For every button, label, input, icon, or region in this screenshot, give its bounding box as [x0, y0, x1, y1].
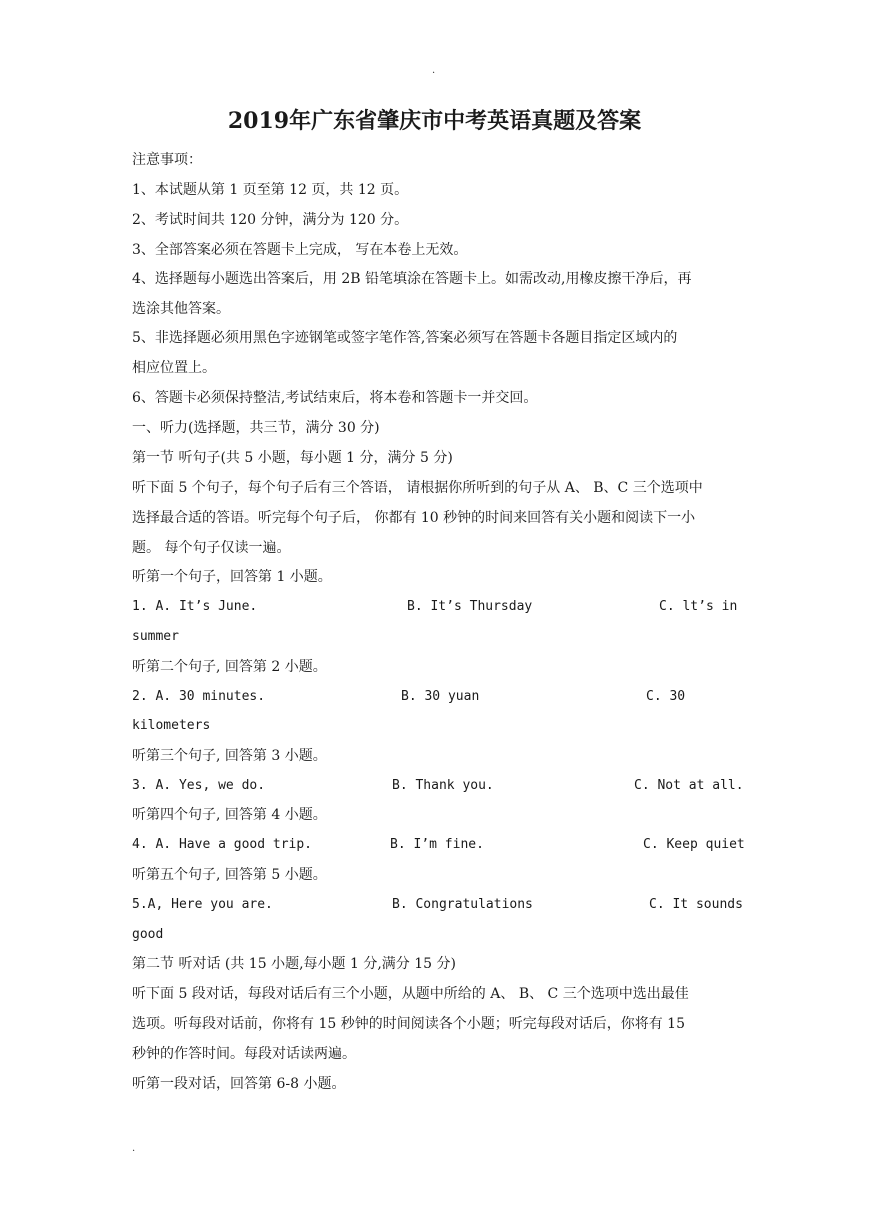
- option-c-wrap: summer: [132, 629, 179, 644]
- note-item: 相应位置上。: [132, 360, 216, 376]
- option-c: C. 30: [646, 689, 686, 704]
- note-item: 4、选择题每小题选出答案后，用 2B 铅笔填涂在答题卡上。如需改动,用橡皮擦干净后，再: [132, 271, 692, 287]
- option-c: C. lt’s in: [659, 599, 738, 614]
- option-a: 1. A. It’s June.: [132, 599, 258, 614]
- question-prompt: 听第四个句子, 回答第 4 小题。: [132, 807, 327, 823]
- page-mark-top: .: [432, 65, 436, 76]
- part1-instructions: 听下面 5 个句子，每个句子后有三个答语， 请根据你所听到的句子从 A、 B、C 三个选项中: [132, 480, 703, 496]
- option-a: 2. A. 30 minutes.: [132, 689, 266, 704]
- option-c-wrap: good: [132, 927, 164, 942]
- section1-heading: 一、听力(选择题，共三节，满分 30 分): [132, 420, 380, 436]
- question-prompt: 听第一段对话，回答第 6-8 小题。: [132, 1076, 346, 1092]
- option-b: B. It’s Thursday: [407, 599, 533, 614]
- part1-heading: 第一节 听句子(共 5 小题，每小题 1 分，满分 5 分): [132, 450, 453, 466]
- question-prompt: 听第二个句子, 回答第 2 小题。: [132, 659, 327, 675]
- option-a: 4. A. Have a good trip.: [132, 837, 313, 852]
- note-item: 选涂其他答案。: [132, 301, 230, 317]
- option-a: 3. A. Yes, we do.: [132, 778, 266, 793]
- note-item: 6、答题卡必须保持整洁,考试结束后，将本卷和答题卡一并交回。: [132, 390, 538, 406]
- part1-instructions: 题。 每个句子仅读一遍。: [132, 540, 291, 556]
- option-c: C. Keep quiet: [643, 837, 745, 852]
- part2-heading: 第二节 听对话 (共 15 小题,每小题 1 分,满分 15 分): [132, 956, 456, 972]
- note-item: 1、本试题从第 1 页至第 12 页，共 12 页。: [132, 182, 409, 198]
- question-prompt: 听第三个句子, 回答第 3 小题。: [132, 748, 327, 764]
- note-item: 5、非选择题必须用黑色字迹钢笔或签字笔作答,答案必须写在答题卡各题目指定区域内的: [132, 330, 678, 346]
- notes-heading: 注意事项：: [132, 152, 202, 168]
- page-title: 2019年广东省肇庆市中考英语真题及答案: [227, 108, 642, 134]
- part2-instructions: 选项。听每段对话前，你将有 15 秒钟的时间阅读各个小题；听完每段对话后，你将有 15: [132, 1016, 685, 1032]
- note-item: 3、全部答案必须在答题卡上完成， 写在本卷上无效。: [132, 242, 468, 258]
- option-b: B. I’m fine.: [390, 837, 484, 852]
- question-prompt: 听第一个句子，回答第 1 小题。: [132, 569, 332, 585]
- question-prompt: 听第五个句子, 回答第 5 小题。: [132, 867, 327, 883]
- option-c-wrap: kilometers: [132, 718, 211, 733]
- option-c: C. It sounds: [649, 897, 743, 912]
- option-c: C. Not at all.: [634, 778, 744, 793]
- part2-instructions: 听下面 5 段对话，每段对话后有三个小题，从题中所给的 A、 B、 C 三个选项中选出最佳: [132, 986, 689, 1002]
- page-mark-bottom: .: [132, 1143, 136, 1154]
- part2-instructions: 秒钟的作答时间。每段对话读两遍。: [132, 1046, 356, 1062]
- option-b: B. Thank you.: [392, 778, 494, 793]
- option-b: B. 30 yuan: [401, 689, 480, 704]
- option-a: 5.A, Here you are.: [132, 897, 273, 912]
- note-item: 2、考试时间共 120 分钟，满分为 120 分。: [132, 212, 409, 228]
- option-b: B. Congratulations: [392, 897, 533, 912]
- part1-instructions: 选择最合适的答语。听完每个句子后， 你都有 10 秒钟的时间来回答有关小题和阅读下一小: [132, 510, 696, 526]
